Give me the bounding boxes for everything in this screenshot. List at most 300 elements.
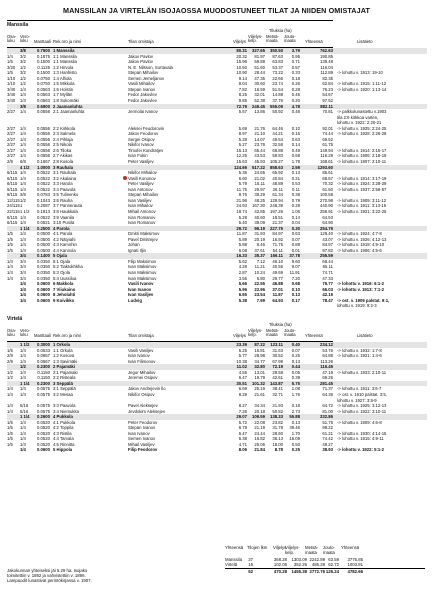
cell-osa: 2/27 <box>7 125 16 131</box>
cell-vilj: 7.26 <box>238 408 247 414</box>
cell-vero: 1/4 <box>20 430 26 436</box>
cell-vero: 1/4 <box>20 86 26 92</box>
cell-mant: 0.1043 <box>37 197 50 203</box>
cell-kel: 20.19 <box>254 236 265 242</box>
cell-vilj: 5.36 <box>238 170 247 176</box>
cell-vilj: 12.25 <box>236 153 247 159</box>
cell-vilj: 5.96 <box>238 286 247 292</box>
cell-kel: 43.53 <box>254 153 265 159</box>
cell-kel: 23.76 <box>254 142 265 148</box>
cell-osa: 6/115 <box>7 214 18 220</box>
cell-jou: 3.79 <box>291 48 300 54</box>
cell-rek: 3:7 Pannerauta <box>53 203 83 209</box>
cell-mant: 0.0750 <box>37 81 50 87</box>
cell-lis: -> lohottu v. 1922: 3:10-11 <box>337 408 387 414</box>
cell-yht: 84.97 <box>322 242 333 248</box>
cell-rek: 2:1 Jaamanluhta <box>53 109 85 115</box>
cell-vero: 1 1/4 <box>20 414 30 420</box>
cell-lis: -> lohottu v. 1914: 2:15-17 <box>337 147 387 153</box>
cell-jou: 0.21 <box>291 175 300 181</box>
cell-vero: 3/4 <box>20 275 26 281</box>
totals-cell-tilat: 37 <box>248 557 253 562</box>
cell-yht: 71.37 <box>322 386 333 392</box>
cell-osa: 1/4 <box>7 403 13 409</box>
cell-omi: Ivan Ivanov <box>128 430 150 436</box>
cell-jou: 0.63 <box>291 231 300 237</box>
cell-met: 166.11 <box>270 253 283 259</box>
cell-osa: 1/5 <box>7 70 13 76</box>
cell-met: 87.63 <box>272 53 283 59</box>
cell-met: 555.09 <box>270 103 283 109</box>
cell-met: 227.75 <box>270 225 283 231</box>
cell-jou: 0.44 <box>291 364 300 370</box>
totals-cell-tilat: 15 <box>248 562 253 568</box>
cell-mant: 0.0500 <box>37 236 50 242</box>
totals-cell-vilj: 470.28 <box>273 568 287 574</box>
cell-osa: 3/40 <box>7 92 16 98</box>
cell-vilj: 24.93 <box>236 203 247 209</box>
section-virtela <box>7 317 427 453</box>
cell-osa: 1/4 <box>7 386 13 392</box>
cell-met: 26.11 <box>272 186 283 192</box>
cell-met: 350.50 <box>270 48 283 54</box>
cell-yht: 259.91 <box>320 208 333 214</box>
cell-kel: 38.09 <box>254 220 265 226</box>
cell-vilj: 4.55 <box>238 369 247 375</box>
cell-kel: 37.61 <box>254 247 265 253</box>
cell-mant: 0.1667 <box>37 159 50 165</box>
cell-vilj: 9.76 <box>238 192 247 198</box>
header-viljelys: Viljelys <box>233 38 246 44</box>
cell-kel: 16.59 <box>254 86 265 92</box>
cell-yht: 100.58 <box>320 192 333 198</box>
cell-osa: 2/27 <box>7 136 16 142</box>
cell-vero: 3/2 <box>20 53 26 59</box>
totals-header-kel: Viljelys- kelp. <box>285 545 300 555</box>
cell-rek: 3:2 Mesaa <box>53 392 73 398</box>
header-jouto: Jouto- maata <box>284 327 296 338</box>
totals-cell-vilj: 368.28 <box>273 557 287 562</box>
cell-jou: 0.50 <box>291 441 300 447</box>
cell-met: 123.11 <box>270 342 283 348</box>
cell-vilj: 5.62 <box>238 258 247 264</box>
cell-lis: -> lohottu v. 1925: 2:24-25 <box>337 125 387 131</box>
cell-osa: 2/27 <box>7 142 16 148</box>
cell-vilj: 6.79 <box>238 425 247 431</box>
cell-jou: 0.13 <box>291 170 300 176</box>
cell-met: 61.34 <box>272 192 283 198</box>
cell-vero: 1/4 <box>20 419 26 425</box>
cell-vero: 1/4 <box>20 214 26 220</box>
cell-vilj: 8.25 <box>238 92 247 98</box>
cell-met: 67.99 <box>272 358 283 364</box>
cell-vero: 1/2 <box>20 197 26 203</box>
cell-omi: Peter Feodorov <box>128 419 158 425</box>
cell-kel: 517.22 <box>252 164 265 170</box>
cell-mant: 0.2300 <box>37 380 50 386</box>
cell-vilj: 5.69 <box>238 125 247 131</box>
cell-omi: Filip Feodorov <box>128 447 158 453</box>
cell-jou: 0.13 <box>291 292 300 298</box>
cell-kel: 22.96 <box>254 286 265 292</box>
cell-yht: 234.12 <box>320 342 333 348</box>
cell-osa: 6/115 <box>7 170 18 176</box>
cell-yht: 47.33 <box>322 275 333 281</box>
cell-kel: 35.37 <box>254 253 265 259</box>
cell-vero: 1/4 <box>20 186 26 192</box>
cell-kel: 45.93 <box>254 159 265 165</box>
cell-vero: 1/4 <box>20 358 26 364</box>
cell-vilj: 16.33 <box>236 253 247 259</box>
cell-omi: Peter Vasiljev <box>128 159 154 165</box>
cell-vilj: 5.25 <box>238 347 247 353</box>
cell-rek: 4:4 Tarvala <box>53 436 74 442</box>
cell-omi: Nikifor Ivanov <box>128 142 154 148</box>
cell-rek: 5:1 Ojala <box>53 258 71 264</box>
cell-met: 143.87 <box>270 380 283 386</box>
cell-yht: 97.52 <box>322 98 333 104</box>
cell-omi: Stepan Mihailov <box>128 70 159 76</box>
cell-lis: -> lohottu v. 1930: 4:14-15 <box>337 430 387 436</box>
cell-vero: 1/4 <box>20 242 26 248</box>
cell-yht: 116.04 <box>320 64 333 70</box>
cell-vilj: 8.27 <box>238 403 247 409</box>
cell-mant: 0.0600 <box>37 447 50 453</box>
cell-vilj: 8.06 <box>238 447 247 453</box>
cell-mant: 0.3000 <box>37 342 50 348</box>
cell-vero: 5/16 <box>20 408 29 414</box>
cell-rek: 2:6 Tiloka <box>53 147 72 153</box>
cell-rek: 1:6 Holstin <box>53 86 74 92</box>
cell-yht: 74.71 <box>322 269 333 275</box>
cell-kel: 21.19 <box>254 425 265 431</box>
cell-omi: Jevdokim Aleksejev <box>128 408 166 414</box>
cell-met: 40.55 <box>272 264 283 270</box>
cell-jou: 0.05 <box>291 369 300 375</box>
cell-vilj: 124.66 <box>234 164 247 170</box>
cell-lis: -> lohottu v. 1913: 19-10 <box>337 70 383 76</box>
cell-lis: -> lohottu v. 1909: 3:11-12 <box>337 197 387 203</box>
cell-mant: 0.1500 <box>37 59 50 65</box>
cell-met: 53.37 <box>272 64 283 70</box>
cell-vero: 1/4 <box>20 353 26 359</box>
cell-rek: 2:1 Pajamaki <box>53 369 78 375</box>
cell-omi: Ivan Antonov <box>128 186 153 192</box>
cell-mant: 0.0521 <box>37 220 50 226</box>
cell-met: 71.75 <box>272 242 283 248</box>
cell-met: 59.83 <box>272 153 283 159</box>
cell-vero: 1/4 <box>20 297 26 303</box>
cell-mant: 0.0522 <box>37 175 50 181</box>
cell-vilj: 10.50 <box>236 64 247 70</box>
cell-vilj: 30.51 <box>236 380 247 386</box>
cell-mant: 0.0556 <box>37 153 50 159</box>
cell-kel: 28.98 <box>254 353 265 359</box>
cell-vilj: 5.77 <box>238 353 247 359</box>
cell-yht: 75.77 <box>322 281 333 287</box>
cell-vero: 3/2 <box>20 70 26 76</box>
cell-osa: 1/5 <box>7 231 13 237</box>
cell-lis: -> lohottu v. 1928: 2:26-28 <box>337 131 387 137</box>
cell-kel: 34.34 <box>254 403 265 409</box>
cell-vero: 1/4 <box>20 147 26 153</box>
cell-osa: 2/27 <box>7 153 16 159</box>
cell-met: 31.78 <box>272 425 283 431</box>
cell-lis: -> lohottu v. 1921: 3:22-25 <box>337 208 387 214</box>
cell-yht: 762.63 <box>320 48 333 54</box>
cell-rek: 3:6 Rauha <box>53 197 73 203</box>
cell-jou: 0.38 <box>291 192 300 198</box>
cell-met: 858.63 <box>270 164 283 170</box>
cell-jou: 0.04 <box>291 220 300 226</box>
footnote-line: Lampuodit lunastivat perintökirjansa v. 1907. <box>7 578 92 584</box>
cell-osa: 1/4 <box>7 264 13 270</box>
cell-osa: 1/5 <box>7 436 13 442</box>
cell-vero: 3/2 <box>20 59 26 65</box>
cell-jou: 0.14 <box>291 214 300 220</box>
cell-mant: 0.0667 <box>37 358 50 364</box>
cell-kel: 51.60 <box>254 64 265 70</box>
cell-vero: 1 1/2 <box>20 208 30 214</box>
cell-vilj: 18.74 <box>236 208 247 214</box>
cell-mant: 0.0500 <box>37 231 50 237</box>
cell-rek: 4:2 Toppila <box>53 425 74 431</box>
cell-kel: 11.21 <box>254 264 265 270</box>
cell-met: 21.37 <box>272 220 283 226</box>
cell-kel: 14.07 <box>254 136 265 142</box>
cell-yht: 190.85 <box>320 53 333 59</box>
cell-yht: 332.86 <box>320 414 333 420</box>
cell-osa: 2/27 <box>7 109 16 115</box>
cell-kel: 15.11 <box>254 181 265 187</box>
cell-yht: 81.00 <box>322 408 333 414</box>
cell-met: 105.27 <box>270 159 283 165</box>
cell-mant: 0.0575 <box>37 403 50 409</box>
cell-lis: -> lohottu v. 1914: 3:17-19 <box>337 175 387 181</box>
cell-vilj: 8.97 <box>238 131 247 137</box>
cell-vero: 1/4 <box>20 425 26 431</box>
cell-yht: 74.42 <box>322 436 333 442</box>
cell-omi: Aleksei Feodorovin <box>128 125 165 131</box>
cell-met: 44.21 <box>272 131 283 137</box>
cell-osa: 1/5 <box>7 247 13 253</box>
cell-rek: 8 Jeholahti <box>53 292 76 298</box>
cell-omi: Ivan Fokin <box>128 153 148 159</box>
cell-jou: 2.73 <box>291 408 300 414</box>
cell-omi: Fedor Jakovlev <box>128 92 157 98</box>
cell-vero: 4 1/2 <box>20 164 30 170</box>
cell-lis: -> lohottu v. 1909: 4:6-8 <box>337 419 382 425</box>
cell-omi: Ivan Romanov <box>128 220 156 226</box>
cell-met: 37.01 <box>272 286 283 292</box>
cell-mant: 0.0350 <box>37 264 50 270</box>
footnotes <box>7 568 92 584</box>
totals-header-label: Yhteensä <box>225 545 244 550</box>
cell-met: 49.69 <box>272 269 283 275</box>
cell-mant: 0.0520 <box>37 419 50 425</box>
cell-lis: -> ost. v. 1910 palstat. 3:5, <box>337 392 387 398</box>
totals-header-vilj: Viljelys <box>273 545 287 550</box>
cell-omi: Mihail Antonov <box>128 208 156 214</box>
cell-met: 65.92 <box>272 170 283 176</box>
cell-lis: -> ost. v. 1909 palstat. 9:1, <box>337 297 390 303</box>
cell-met: 18.51 <box>272 214 283 220</box>
cell-mant: 0.0575 <box>37 392 50 398</box>
cell-vero: 1 1/4 <box>20 225 30 231</box>
cell-lis: -> lohottu v. 1932: 1:7-8 <box>337 347 382 353</box>
cell-vero: 1/4 <box>20 175 26 181</box>
cell-yht: 112.89 <box>320 70 333 76</box>
cell-met: 64.46 <box>272 125 283 131</box>
cell-met: 16.92 <box>272 236 283 242</box>
cell-met: 138.33 <box>270 414 283 420</box>
cell-lis: -> lohottu v. 1937: 2:56-57 <box>337 186 387 192</box>
cell-vero: 1/4 <box>20 220 26 226</box>
cell-vilj: 15.63 <box>236 159 247 165</box>
cell-yht: 61.75 <box>322 142 333 148</box>
cell-omi: Jakov Andrejevin llo <box>128 386 166 392</box>
cell-yht: 68.44 <box>322 258 333 264</box>
cell-mant: 0.2600 <box>37 414 50 420</box>
cell-osa: 1/2 <box>7 375 13 381</box>
cell-met: 23.74 <box>272 81 283 87</box>
cell-lis: -> lohottu v. 1907: 2:10-11 <box>337 159 387 165</box>
section-name: Virtelä <box>7 316 23 322</box>
cell-yht: 70.32 <box>322 181 333 187</box>
cell-vero: 1/4 <box>20 281 26 287</box>
cell-jou: 0.25 <box>291 447 300 453</box>
cell-rek: 2:3 Salmela <box>53 131 76 137</box>
cell-jou: 1.70 <box>291 430 300 436</box>
cell-kel: 101.32 <box>252 380 265 386</box>
cell-osa: 1/10 <box>7 75 16 81</box>
cell-met: 42.61 <box>272 375 283 381</box>
table-header <box>7 29 427 47</box>
cell-rek: 1:7 Myllän <box>53 92 73 98</box>
cell-osa: 1/5 <box>7 347 13 353</box>
cell-vilj: 29.72 <box>236 225 247 231</box>
cell-vilj: 6.69 <box>238 386 247 392</box>
cell-met: 50.92 <box>272 109 283 115</box>
header-jouto: Jouto- maata <box>284 33 296 44</box>
cell-vilj: 9.85 <box>238 98 247 104</box>
cell-vero: 1/4 <box>20 386 26 392</box>
cell-osa: 1/5 <box>7 430 13 436</box>
cell-osa: 1/4 <box>7 53 13 59</box>
cell-mant: 0.0600 <box>37 286 50 292</box>
cell-vero: 1/2 <box>20 81 26 87</box>
cell-met: 68.88 <box>272 147 283 153</box>
cell-vero: 1/4 <box>20 98 26 104</box>
cell-mant: 0.0600 <box>37 292 50 298</box>
cell-omi: Pavel Dmitrejev <box>128 236 158 242</box>
cell-lis: tila 2:9 kirkkoa varten, <box>337 114 379 120</box>
cell-omi: Ignati Iljin <box>128 247 146 253</box>
cell-met: 38.41 <box>272 386 283 392</box>
cell-yht: 64.88 <box>322 353 333 359</box>
cell-kel: 81.97 <box>254 53 265 59</box>
cell-yht: 48.27 <box>322 441 333 447</box>
cell-kel: 16.81 <box>254 347 265 353</box>
cell-omi: Semen Jemeljanov <box>128 75 165 81</box>
cell-osa: 1/5 <box>7 441 13 447</box>
cell-vero: 1/2 <box>20 364 26 370</box>
cell-yht: 53.76 <box>322 347 333 353</box>
cell-kel: 65.44 <box>254 147 265 153</box>
cell-omi: Dmitri Maksimov <box>128 231 160 237</box>
cell-kel: 28.44 <box>254 70 265 76</box>
cell-met: 73.22 <box>272 70 283 76</box>
totals-header <box>225 546 425 557</box>
cell-vilj: 10.90 <box>236 70 247 76</box>
cell-lis: -> lohottu v. 1915: 4:9-11 <box>337 436 384 442</box>
cell-vilj: 6.60 <box>238 175 247 181</box>
cell-vilj: 5.38 <box>238 436 247 442</box>
cell-lis: -> lohottu v. 1915: 1:11-12 <box>337 81 387 87</box>
cell-yht: 76.23 <box>322 86 333 92</box>
cell-yht: 270.98 <box>320 197 333 203</box>
section-manssila <box>7 23 427 309</box>
cell-met: 129.94 <box>270 197 283 203</box>
header-kelpo: Viljelys- kelp. <box>248 33 263 44</box>
cell-lis: -> lohottu v. 1906: 2:18-19 <box>337 153 387 159</box>
cell-lis: -> lohottu v. 1906: 4:5-6 <box>337 247 382 253</box>
cell-rek: 1:2 Hirvola <box>53 64 74 70</box>
cell-jou: 1.06 <box>291 208 300 214</box>
cell-met: 63.83 <box>272 59 283 65</box>
cell-jou: 4.78 <box>291 103 300 109</box>
cell-rek: 4:3 Ristila <box>53 430 72 436</box>
cell-kel: 167.30 <box>252 203 265 209</box>
cell-osa: 6/115 <box>7 181 18 187</box>
cell-kel: 21.10 <box>254 131 265 137</box>
cell-kel: 59.88 <box>254 59 265 65</box>
cell-yht: 64.53 <box>322 214 333 220</box>
cell-kel: 48.25 <box>254 197 265 203</box>
cell-rek: 1:3 Savimäki <box>53 358 78 364</box>
cell-mant: 0.1150 <box>37 375 50 381</box>
cell-omi: Sergei Osipov <box>128 136 155 142</box>
cell-osa: 24/115 <box>7 203 20 209</box>
cell-rek: 4 Pukkola <box>53 414 73 420</box>
cell-met: 248.39 <box>270 203 283 209</box>
header-vero: Vero- luku <box>20 33 31 44</box>
cell-mant: 0.2300 <box>37 364 50 370</box>
cell-vilj: 5.89 <box>238 236 247 242</box>
cell-rek: 2:2 Kirkkola <box>53 125 76 131</box>
cell-rek: 2:5 Nikola <box>53 142 72 148</box>
title-rule <box>7 20 333 21</box>
cell-omi: Ivan Ivanov <box>128 286 152 292</box>
cell-met: 32.58 <box>272 142 283 148</box>
cell-kel: 109.59 <box>252 414 265 420</box>
totals-cell-vilj: 102.05 <box>273 562 287 568</box>
cell-met: 36.13 <box>272 436 283 442</box>
cell-mant: 0.0556 <box>37 136 50 142</box>
cell-mant: 0.0520 <box>37 436 50 442</box>
cell-vero: 1 1/2 <box>20 342 30 348</box>
cell-rek: 2:2 Risteala <box>53 375 76 381</box>
cell-vero: 1 <box>20 203 23 209</box>
cell-vilj: 7.82 <box>238 86 247 92</box>
cell-mant: 0.0520 <box>37 425 50 431</box>
cell-yht: 116.29 <box>320 153 333 159</box>
totals-header-jou: Jouto- maata <box>323 545 335 555</box>
cell-kel: 34.77 <box>254 358 265 364</box>
cell-mant: 0.0533 <box>37 347 50 353</box>
cell-omi: Pavel Aleksejev <box>128 403 158 409</box>
cell-yht: 1293.60 <box>317 164 333 170</box>
